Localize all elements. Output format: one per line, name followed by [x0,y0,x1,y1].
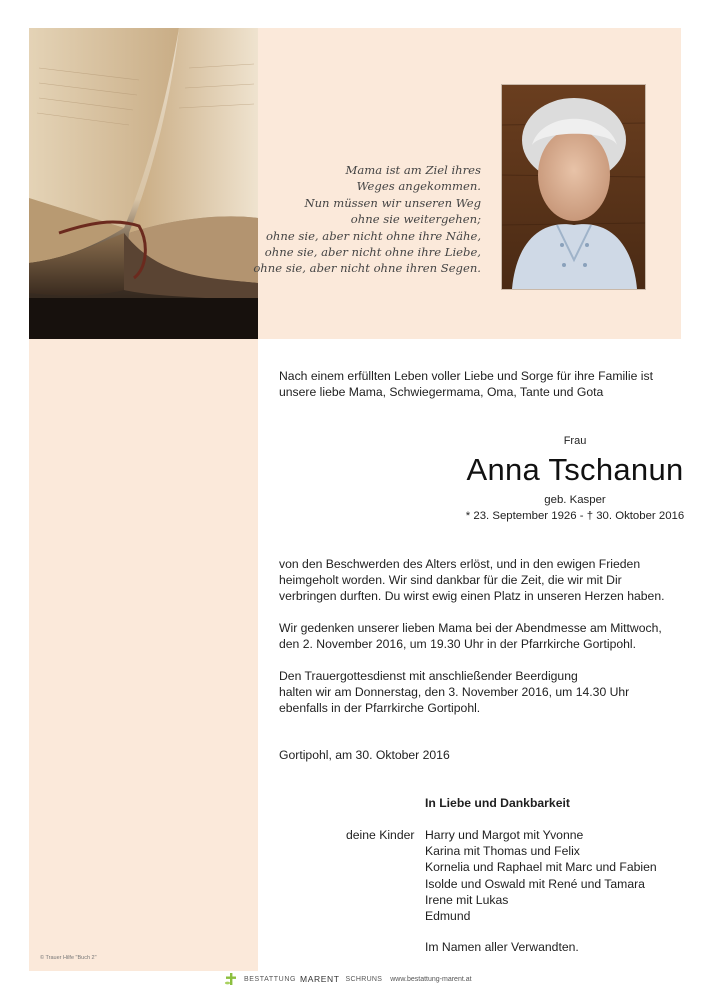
poem-line: ohne sie weitergehen; [350,212,481,227]
paragraph-line: heimgeholt worden. Wir sind dankbar für die Zeit, die wir mit Dir [279,573,622,588]
salutation: Frau [563,435,587,447]
poem-line: ohne sie, aber nicht ohne ihre Liebe, [264,245,481,260]
intro-text [279,368,679,400]
poem-line: ohne sie, aber nicht ohne ihre Nähe, [265,228,481,243]
closing-line: Im Namen aller Verwandten. [425,940,579,954]
list-item: Karina mit Thomas und Felix [425,844,580,859]
portrait-photo [501,84,646,290]
left-side-band [29,339,258,971]
paragraph-funeral-service [279,668,689,717]
paragraph-line: den 2. November 2016, um 19.30 Uhr in der Pfarrkirche Gortipohl. [279,637,637,652]
paragraph-line: halten wir am Donnerstag, den 3. November 2016, um 14.30 Uhr [279,685,630,700]
life-dates: * 23. September 1926 - † 30. Oktober 2016 [465,510,685,522]
paragraph-line: von den Beschwerden des Alters erlöst, und in den ewigen Frieden [279,557,641,571]
poem-line: Mama ist am Ziel ihres [345,163,481,177]
paragraph-line: ebenfalls in der Pfarrkirche Gortipohl. [279,701,481,716]
poem-line: ohne sie, aber nicht ohne ihren Segen. [253,261,481,276]
list-item: Isolde und Oswald mit René und Tamara [425,876,645,891]
footer-brand: BESTATTUNG [244,975,297,983]
footer-location: SCHRUNS [345,975,383,983]
footer [224,970,472,988]
image-credit: © Trauer Hilfe "Buch 2" [40,955,97,961]
paragraph-line: Wir gedenken unserer lieben Mama bei der Abendmesse am Mittwoch, [279,621,662,635]
poem [221,162,481,277]
intro-line: unsere liebe Mama, Schwiegermama, Oma, Tante und Gota [279,385,604,400]
footer-brand-name: MARENT [300,974,340,984]
poem-line: Weges angekommen. [356,179,481,194]
intro-line: Nach einem erfüllten Leben voller Liebe und Sorge für ihre Familie ist [279,369,653,383]
children-label: deine Kinder [346,828,415,842]
paragraph-release [279,556,689,605]
list-item: Edmund [425,909,471,924]
paragraph-line: Den Trauergottesdienst mit anschließender Beerdigung [279,669,578,683]
paragraph-line: verbringen durften. Du wirst ewig einen Platz in unseren Herzen haben. [279,589,665,604]
list-item: Kornelia und Raphael mit Marc und Fabien [425,860,657,875]
place-date: Gortipohl, am 30. Oktober 2016 [279,748,450,762]
footer-website-link[interactable]: www.bestattung-marent.at [390,975,472,983]
cross-leaf-icon [224,972,238,986]
children-list [425,827,657,924]
deceased-name: Anna Tschanun [466,452,684,487]
list-item: Irene mit Lukas [425,892,509,907]
paragraph-evening-mass [279,620,689,652]
poem-line: Nun müssen wir unseren Weg [304,195,481,210]
signature-heading: In Liebe und Dankbarkeit [425,796,570,810]
list-item: Harry und Margot mit Yvonne [425,828,584,842]
maiden-name: geb. Kasper [544,494,606,506]
